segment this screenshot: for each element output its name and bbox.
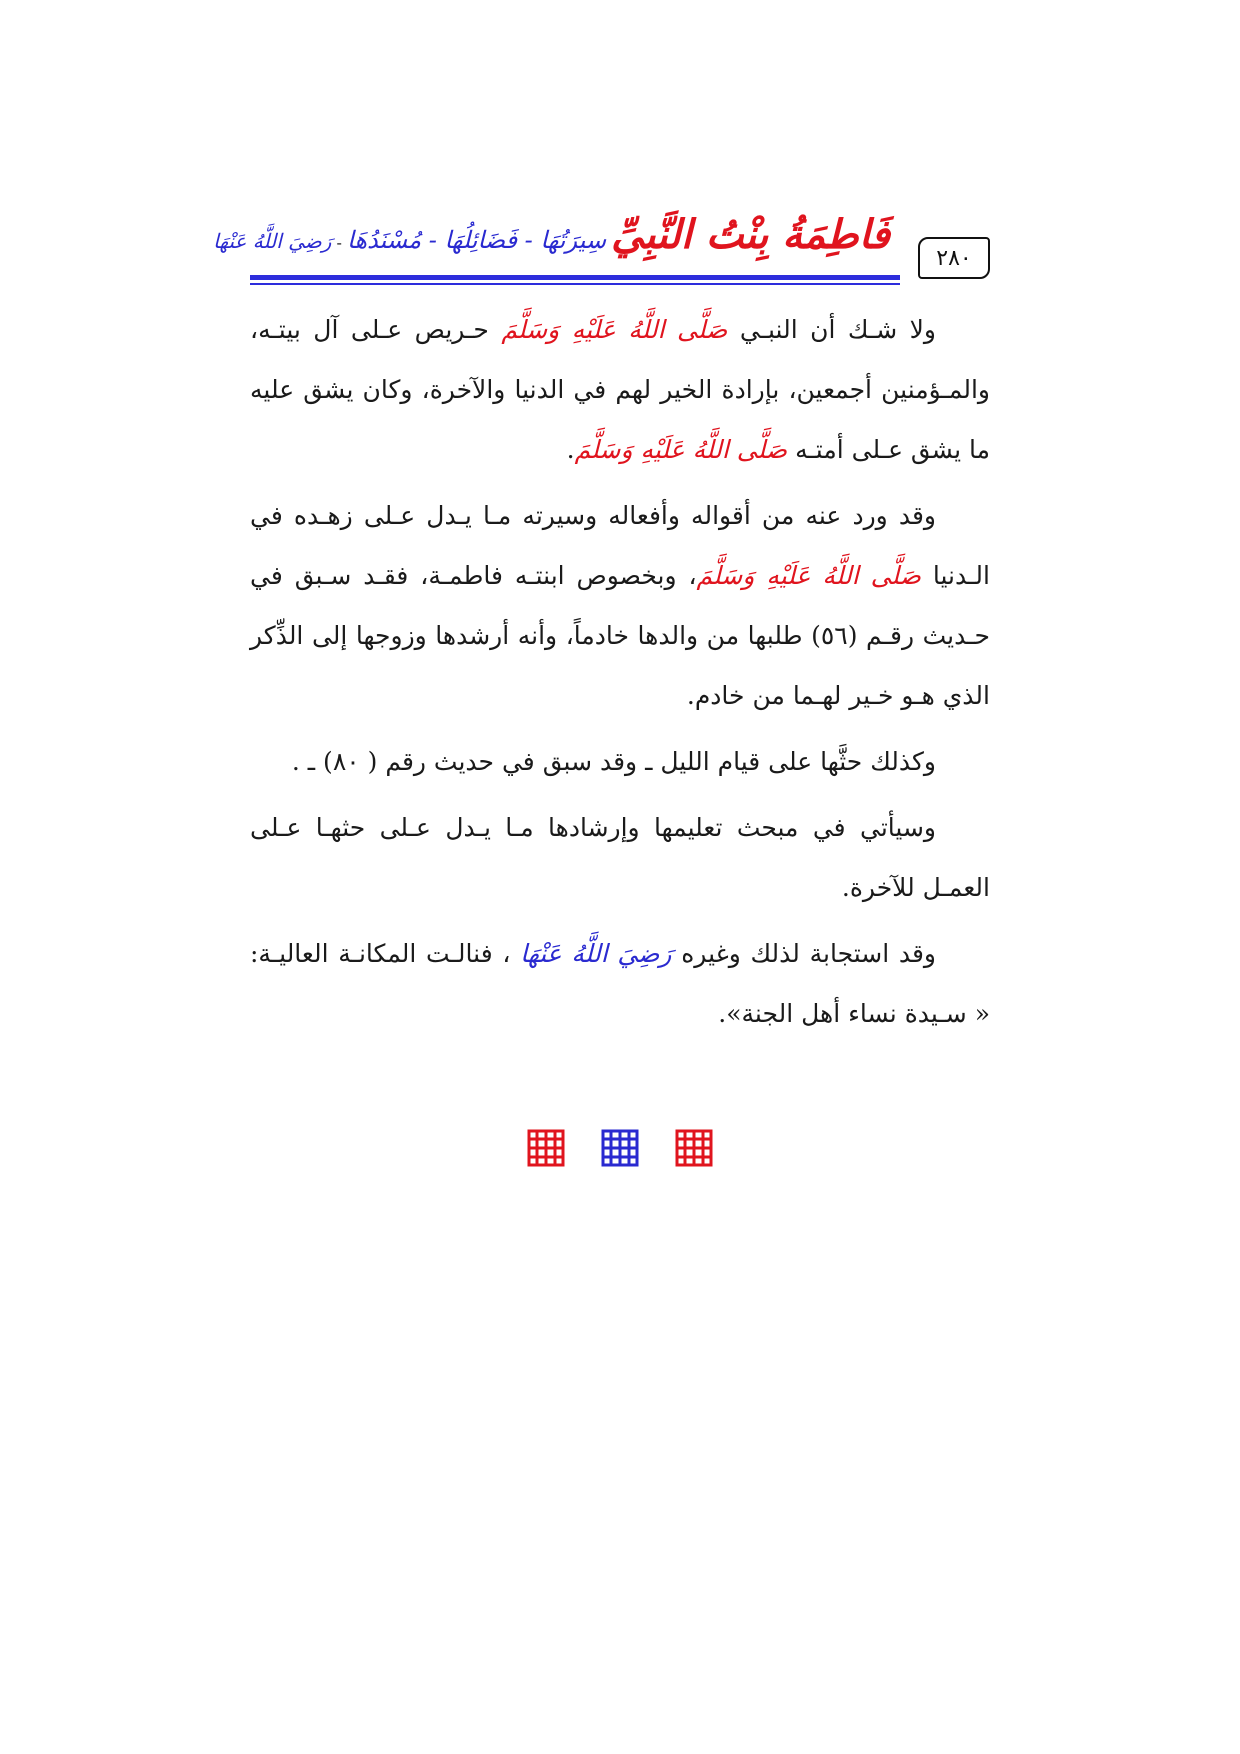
paragraph-2 [250, 486, 990, 726]
paragraph-5-text-b: ، فنالـت المكانـة العاليـة: « سـيدة نساء أهل الجنة». [250, 939, 990, 1028]
section-end-ornaments [0, 1128, 1240, 1168]
book-title-main: فَاطِمَةُ بِنْتُ النَّبِيِّ [611, 211, 890, 258]
book-title-honorific: رَضِيَ اللَّهُ عَنْهَا [213, 229, 332, 253]
paragraph-1-end: . [566, 435, 575, 464]
paragraph-5-text-a: وقد استجابة لذلك وغيره [681, 939, 936, 968]
page-header [213, 205, 990, 287]
paragraph-5 [250, 924, 990, 1044]
knot-red-icon [674, 1128, 714, 1168]
salutation-honorific: صَلَّى اللَّهُ عَلَيْهِ وَسَلَّمَ [574, 435, 788, 464]
book-title: فَاطِمَةُ بِنْتُ النَّبِيِّ سِيرَتُهَا - فَضَائِلُهَا - مُسْنَدُهَا - رَضِيَ اللَّهُ عَنْهَا [213, 211, 890, 258]
paragraph-4: وسيأتي في مبحث تعليمها وإرشادها مـا يـدل عـلى حثهـا عـلى العمـل للآخرة. [250, 813, 990, 902]
paragraph-1-text-a: ولا شـك أن النبـي [739, 315, 936, 344]
knot-blue-icon [600, 1128, 640, 1168]
knot-red-icon [526, 1128, 566, 1168]
salutation-honorific: صَلَّى اللَّهُ عَلَيْهِ وَسَلَّمَ [696, 561, 921, 590]
page-body [250, 300, 990, 1050]
radiya-honorific: رَضِيَ اللَّهُ عَنْهَا [520, 939, 672, 968]
paragraph-3: وكذلك حثَّها على قيام الليل ـ وقد سبق في حديث رقم ( ٨٠) ـ . [291, 747, 936, 776]
paragraph-2-text-b: ، وبخصوص ابنتـه فاطمـة، فقـد سـبق في حـديث رقـم (٥٦) طلبها من والدها خادماً، وأنه أرشدها وزوجها إلى الذِّكر الذي هـو خـير لهـما من خادم. [250, 561, 991, 710]
header-rule-thick [250, 275, 900, 280]
header-rule-thin [250, 283, 900, 285]
salutation-honorific: صَلَّى اللَّهُ عَلَيْهِ وَسَلَّمَ [501, 315, 728, 344]
book-title-subtitle: سِيرَتُهَا - فَضَائِلُهَا - مُسْنَدُهَا [347, 226, 607, 254]
paragraph-1-text-b: حـريص عـلى آل بيتـه، والمـؤمنين أجمعين، بإرادة الخير لهم في الدنيا والآخرة، وكان يشق عليه ما يشق عـلى أمتـه [250, 315, 990, 464]
page-number: ٢٨٠ [918, 237, 990, 279]
paragraph-2-text-a: وقد ورد عنه من أقواله وأفعاله وسيرته مـا يـدل عـلى زهـده في الـدنيا [250, 501, 990, 590]
paragraph-1 [250, 300, 990, 480]
